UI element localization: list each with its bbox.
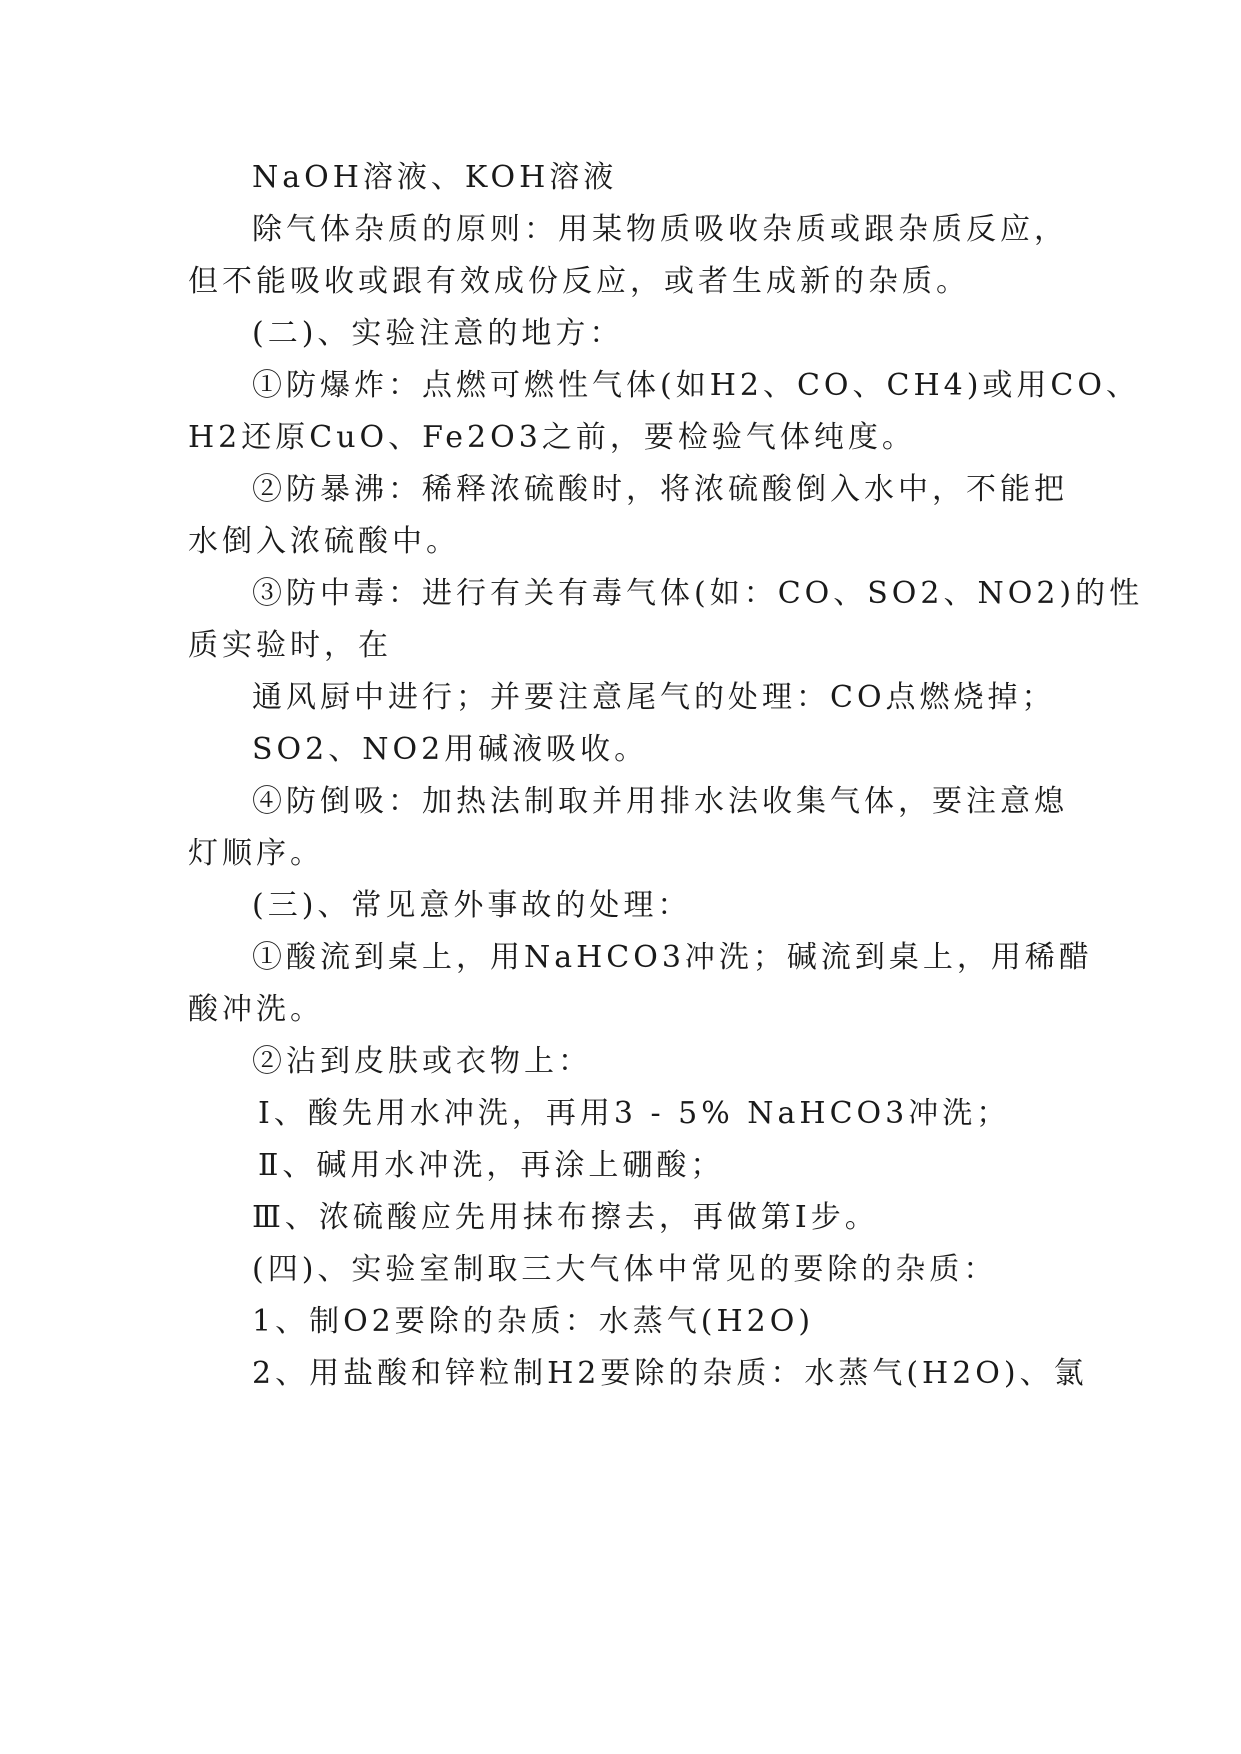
text-line-bumping-prevention-cont: 水倒入浓硫酸中。: [188, 524, 460, 559]
text-line-step-3: Ⅲ、浓硫酸应先用抹布擦去，再做第Ⅰ步。: [252, 1200, 879, 1235]
text-line-o2-impurity: 1、制O2要除的杂质：水蒸气(H2O): [252, 1304, 815, 1339]
section-heading-2: (二)、实验注意的地方：: [252, 316, 624, 351]
text-line-naoh-koh: NaOH溶液、KOH溶液: [252, 160, 618, 195]
section-heading-4: (四)、实验室制取三大气体中常见的要除的杂质：: [252, 1252, 998, 1287]
text-line-explosion-prevention: ①防爆炸：点燃可燃性气体(如H2、CO、CH4)或用CO、: [252, 368, 1140, 403]
text-line-acid-spill: ①酸流到桌上，用NaHCO3冲洗；碱流到桌上，用稀醋: [252, 940, 1093, 975]
text-line-gas-impurity-principle-cont: 但不能吸收或跟有效成份反应，或者生成新的杂质。: [188, 264, 970, 299]
text-line-acid-spill-cont: 酸冲洗。: [188, 992, 324, 1027]
text-line-suckback-prevention: ④防倒吸：加热法制取并用排水法收集气体，要注意熄: [252, 784, 1068, 819]
text-line-alkali-absorption: SO2、NO2用碱液吸收。: [252, 732, 649, 767]
text-line-step-1: Ⅰ、酸先用水冲洗，再用3 - 5% NaHCO3冲洗；: [258, 1096, 1011, 1131]
text-line-bumping-prevention: ②防暴沸：稀释浓硫酸时，将浓硫酸倒入水中，不能把: [252, 472, 1068, 507]
text-line-poisoning-prevention-cont: 质实验时，在: [188, 628, 392, 663]
text-line-skin-contact: ②沾到皮肤或衣物上：: [252, 1044, 592, 1079]
section-heading-3: (三)、常见意外事故的处理：: [252, 888, 692, 923]
text-line-gas-impurity-principle: 除气体杂质的原则：用某物质吸收杂质或跟杂质反应，: [252, 212, 1068, 247]
text-line-poisoning-prevention: ③防中毒：进行有关有毒气体(如：CO、SO2、NO2)的性: [252, 576, 1144, 611]
text-line-h2-impurity: 2、用盐酸和锌粒制H2要除的杂质：水蒸气(H2O)、氯: [252, 1356, 1088, 1391]
text-line-step-2: Ⅱ、碱用水冲洗，再涂上硼酸；: [258, 1148, 725, 1183]
text-line-suckback-prevention-cont: 灯顺序。: [188, 836, 324, 871]
text-line-fume-hood: 通风厨中进行；并要注意尾气的处理：CO点燃烧掉；: [252, 680, 1056, 715]
text-line-explosion-prevention-cont: H2还原CuO、Fe2O3之前，要检验气体纯度。: [188, 420, 916, 455]
